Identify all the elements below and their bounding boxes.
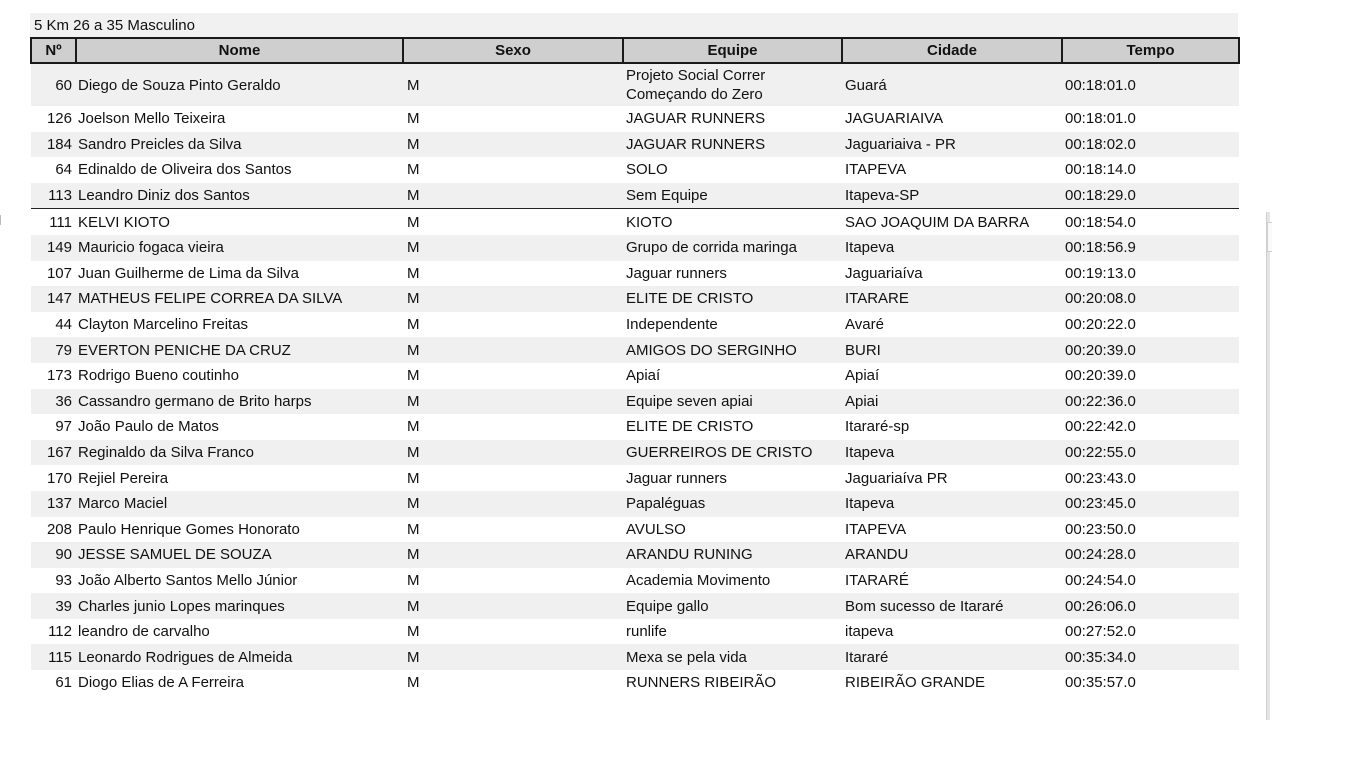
cell-nome: Rejiel Pereira <box>76 465 403 491</box>
cell-nome: leandro de carvalho <box>76 619 403 645</box>
cell-equipe: Papaléguas <box>623 491 842 517</box>
cell-tempo: 00:23:45.0 <box>1062 491 1239 517</box>
cell-nome: Joelson Mello Teixeira <box>76 106 403 132</box>
column-header-cidade: Cidade <box>842 38 1062 63</box>
table-row <box>31 63 1239 106</box>
cell-nome: Diego de Souza Pinto Geraldo <box>76 63 403 106</box>
cell-num: 60 <box>31 63 76 106</box>
cell-tempo: 00:22:55.0 <box>1062 440 1239 466</box>
cell-tempo: 00:22:42.0 <box>1062 414 1239 440</box>
cell-nome: KELVI KIOTO <box>76 209 403 235</box>
cell-num: 112 <box>31 619 76 645</box>
cell-sexo: M <box>403 517 623 543</box>
cell-tempo: 00:35:57.0 <box>1062 670 1239 696</box>
cell-tempo: 00:35:34.0 <box>1062 644 1239 670</box>
cell-tempo: 00:20:22.0 <box>1062 312 1239 338</box>
cell-sexo: M <box>403 670 623 696</box>
cell-tempo: 00:23:43.0 <box>1062 465 1239 491</box>
cell-cidade: Itapeva <box>842 235 1062 261</box>
cell-num: 170 <box>31 465 76 491</box>
section-title: 5 Km 26 a 35 Masculino <box>30 13 1238 37</box>
cell-cidade: JAGUARIAIVA <box>842 106 1062 132</box>
cell-equipe: GUERREIROS DE CRISTO <box>623 440 842 466</box>
cell-sexo: M <box>403 465 623 491</box>
cell-tempo: 00:18:56.9 <box>1062 235 1239 261</box>
cell-nome: EVERTON PENICHE DA CRUZ <box>76 337 403 363</box>
cell-equipe: Sem Equipe <box>623 183 842 209</box>
cell-num: 44 <box>31 312 76 338</box>
cell-cidade: Itapeva <box>842 491 1062 517</box>
table-row <box>31 337 1239 363</box>
cell-tempo: 00:27:52.0 <box>1062 619 1239 645</box>
table-row <box>31 106 1239 132</box>
cell-sexo: M <box>403 261 623 287</box>
cell-equipe: Projeto Social Correr Começando do Zero <box>623 63 842 106</box>
cell-sexo: M <box>403 619 623 645</box>
cell-tempo: 00:18:54.0 <box>1062 209 1239 235</box>
table-row <box>31 157 1239 183</box>
cell-cidade: Apiai <box>842 389 1062 415</box>
cell-equipe: Apiaí <box>623 363 842 389</box>
cell-equipe: Independente <box>623 312 842 338</box>
table-body <box>31 63 1239 696</box>
results-sheet <box>30 13 1238 696</box>
cell-nome: Rodrigo Bueno coutinho <box>76 363 403 389</box>
table-row <box>31 670 1239 696</box>
cell-tempo: 00:20:08.0 <box>1062 286 1239 312</box>
cell-sexo: M <box>403 157 623 183</box>
column-header-equipe: Equipe <box>623 38 842 63</box>
table-row <box>31 542 1239 568</box>
cell-nome: Cassandro germano de Brito harps <box>76 389 403 415</box>
table-row <box>31 261 1239 287</box>
cell-num: 126 <box>31 106 76 132</box>
cell-sexo: M <box>403 363 623 389</box>
cell-num: 173 <box>31 363 76 389</box>
cell-sexo: M <box>403 593 623 619</box>
cell-tempo: 00:18:01.0 <box>1062 63 1239 106</box>
cell-num: 61 <box>31 670 76 696</box>
cell-tempo: 00:19:13.0 <box>1062 261 1239 287</box>
cell-sexo: M <box>403 183 623 209</box>
cell-equipe: ELITE DE CRISTO <box>623 286 842 312</box>
table-row <box>31 414 1239 440</box>
cell-equipe: Jaguar runners <box>623 465 842 491</box>
table-row <box>31 619 1239 645</box>
cell-sexo: M <box>403 106 623 132</box>
cell-cidade: Guará <box>842 63 1062 106</box>
cell-cidade: ITAPEVA <box>842 157 1062 183</box>
cell-sexo: M <box>403 337 623 363</box>
cell-nome: Juan Guilherme de Lima da Silva <box>76 261 403 287</box>
cell-tempo: 00:22:36.0 <box>1062 389 1239 415</box>
cell-tempo: 00:18:29.0 <box>1062 183 1239 209</box>
cell-sexo: M <box>403 286 623 312</box>
page-edge-mark <box>0 215 1 225</box>
column-header-sexo: Sexo <box>403 38 623 63</box>
table-header <box>31 38 1239 63</box>
cell-num: 111 <box>31 209 76 235</box>
cell-tempo: 00:18:02.0 <box>1062 132 1239 158</box>
table-row <box>31 517 1239 543</box>
table-row <box>31 209 1239 235</box>
cell-nome: João Paulo de Matos <box>76 414 403 440</box>
cell-sexo: M <box>403 132 623 158</box>
cell-tempo: 00:24:28.0 <box>1062 542 1239 568</box>
cell-cidade: Jaguariaíva <box>842 261 1062 287</box>
cell-num: 90 <box>31 542 76 568</box>
cell-cidade: itapeva <box>842 619 1062 645</box>
cell-cidade: ARANDU <box>842 542 1062 568</box>
cell-nome: Mauricio fogaca vieira <box>76 235 403 261</box>
cell-cidade: Itararé-sp <box>842 414 1062 440</box>
results-table <box>30 37 1240 696</box>
vertical-scrollbar[interactable] <box>1266 212 1270 720</box>
cell-sexo: M <box>403 312 623 338</box>
cell-num: 113 <box>31 183 76 209</box>
cell-nome: Marco Maciel <box>76 491 403 517</box>
cell-sexo: M <box>403 209 623 235</box>
cell-nome: Sandro Preicles da Silva <box>76 132 403 158</box>
table-row <box>31 183 1239 209</box>
cell-nome: João Alberto Santos Mello Júnior <box>76 568 403 594</box>
cell-cidade: RIBEIRÃO GRANDE <box>842 670 1062 696</box>
cell-sexo: M <box>403 491 623 517</box>
cell-cidade: Avaré <box>842 312 1062 338</box>
cell-sexo: M <box>403 542 623 568</box>
cell-nome: Leonardo Rodrigues de Almeida <box>76 644 403 670</box>
cell-cidade: Jaguariaiva - PR <box>842 132 1062 158</box>
cell-equipe: RUNNERS RIBEIRÃO <box>623 670 842 696</box>
cell-cidade: Itapeva <box>842 440 1062 466</box>
table-row <box>31 132 1239 158</box>
table-row <box>31 644 1239 670</box>
cell-nome: Reginaldo da Silva Franco <box>76 440 403 466</box>
cell-equipe: AMIGOS DO SERGINHO <box>623 337 842 363</box>
cell-num: 149 <box>31 235 76 261</box>
cell-equipe: Jaguar runners <box>623 261 842 287</box>
cell-cidade: SAO JOAQUIM DA BARRA <box>842 209 1062 235</box>
cell-cidade: ITARARE <box>842 286 1062 312</box>
cell-num: 39 <box>31 593 76 619</box>
cell-cidade: Apiaí <box>842 363 1062 389</box>
cell-nome: JESSE SAMUEL DE SOUZA <box>76 542 403 568</box>
cell-num: 167 <box>31 440 76 466</box>
table-row <box>31 286 1239 312</box>
cell-equipe: runlife <box>623 619 842 645</box>
cell-equipe: ARANDU RUNING <box>623 542 842 568</box>
cell-equipe: JAGUAR RUNNERS <box>623 106 842 132</box>
cell-nome: Paulo Henrique Gomes Honorato <box>76 517 403 543</box>
table-row <box>31 363 1239 389</box>
cell-equipe: SOLO <box>623 157 842 183</box>
table-row <box>31 491 1239 517</box>
cell-num: 64 <box>31 157 76 183</box>
cell-num: 184 <box>31 132 76 158</box>
cell-cidade: Itapeva-SP <box>842 183 1062 209</box>
scrollbar-thumb[interactable] <box>1267 222 1272 252</box>
cell-num: 208 <box>31 517 76 543</box>
column-header-tempo: Tempo <box>1062 38 1239 63</box>
cell-equipe: Grupo de corrida maringa <box>623 235 842 261</box>
table-row <box>31 440 1239 466</box>
table-row <box>31 568 1239 594</box>
cell-num: 107 <box>31 261 76 287</box>
cell-nome: Clayton Marcelino Freitas <box>76 312 403 338</box>
cell-tempo: 00:20:39.0 <box>1062 363 1239 389</box>
cell-sexo: M <box>403 568 623 594</box>
column-header-nome: Nome <box>76 38 403 63</box>
cell-num: 115 <box>31 644 76 670</box>
cell-num: 147 <box>31 286 76 312</box>
cell-cidade: Jaguariaíva PR <box>842 465 1062 491</box>
cell-tempo: 00:26:06.0 <box>1062 593 1239 619</box>
cell-nome: MATHEUS FELIPE CORREA DA SILVA <box>76 286 403 312</box>
cell-num: 93 <box>31 568 76 594</box>
cell-equipe: Equipe gallo <box>623 593 842 619</box>
cell-nome: Charles junio Lopes marinques <box>76 593 403 619</box>
cell-equipe: Academia Movimento <box>623 568 842 594</box>
cell-sexo: M <box>403 63 623 106</box>
table-row <box>31 465 1239 491</box>
table-row <box>31 593 1239 619</box>
cell-tempo: 00:18:01.0 <box>1062 106 1239 132</box>
table-row <box>31 389 1239 415</box>
cell-cidade: ITARARÉ <box>842 568 1062 594</box>
cell-sexo: M <box>403 235 623 261</box>
cell-sexo: M <box>403 414 623 440</box>
table-row <box>31 312 1239 338</box>
cell-cidade: Itararé <box>842 644 1062 670</box>
cell-num: 36 <box>31 389 76 415</box>
cell-cidade: Bom sucesso de Itararé <box>842 593 1062 619</box>
cell-equipe: ELITE DE CRISTO <box>623 414 842 440</box>
cell-equipe: KIOTO <box>623 209 842 235</box>
cell-num: 137 <box>31 491 76 517</box>
cell-equipe: Mexa se pela vida <box>623 644 842 670</box>
cell-tempo: 00:23:50.0 <box>1062 517 1239 543</box>
cell-tempo: 00:20:39.0 <box>1062 337 1239 363</box>
cell-cidade: BURI <box>842 337 1062 363</box>
cell-num: 79 <box>31 337 76 363</box>
cell-tempo: 00:24:54.0 <box>1062 568 1239 594</box>
cell-num: 97 <box>31 414 76 440</box>
cell-equipe: AVULSO <box>623 517 842 543</box>
cell-equipe: Equipe seven apiai <box>623 389 842 415</box>
cell-equipe: JAGUAR RUNNERS <box>623 132 842 158</box>
cell-sexo: M <box>403 644 623 670</box>
cell-nome: Edinaldo de Oliveira dos Santos <box>76 157 403 183</box>
cell-nome: Leandro Diniz dos Santos <box>76 183 403 209</box>
column-header-num: Nº <box>31 38 76 63</box>
cell-sexo: M <box>403 389 623 415</box>
cell-tempo: 00:18:14.0 <box>1062 157 1239 183</box>
cell-nome: Diogo Elias de A Ferreira <box>76 670 403 696</box>
table-row <box>31 235 1239 261</box>
cell-cidade: ITAPEVA <box>842 517 1062 543</box>
cell-sexo: M <box>403 440 623 466</box>
